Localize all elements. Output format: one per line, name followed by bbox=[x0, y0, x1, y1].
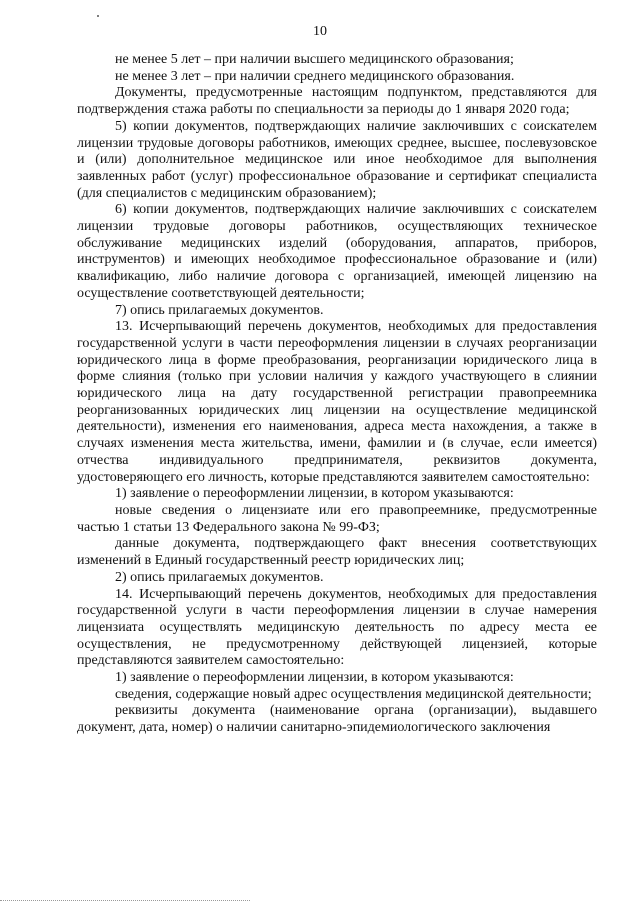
footer-rule bbox=[0, 900, 250, 901]
paragraph: сведения, содержащие новый адрес осуществления медицинской деятельности; bbox=[115, 686, 592, 702]
paragraph: не менее 3 лет – при наличии среднего медицинского образования. bbox=[115, 68, 515, 84]
paragraph: 7) опись прилагаемых документов. bbox=[115, 302, 324, 318]
paragraph: 2) опись прилагаемых документов. bbox=[115, 569, 324, 585]
paragraph: Документы, предусмотренные настоящим подпунктом, представляются для подтверждения стажа работы по специальности за периоды до 1 января 2020 года; bbox=[77, 85, 597, 118]
scan-speck bbox=[97, 15, 99, 17]
paragraph: 14. Исчерпывающий перечень документов, необходимых для предоставления государственной услуги в части переоформления лицензии в случае намерения лицензиата осуществлять медицинскую деятельность по адресу места ее осуществления, не предусмотренному действующей лицензией, которые представляются заявителем самостоятельно: bbox=[77, 586, 597, 669]
paragraph: 1) заявление о переоформлении лицензии, в котором указываются: bbox=[115, 486, 514, 502]
paragraph: 6) копии документов, подтверждающих наличие заключивших с соискателем лицензии трудовые договоры работников, осуществляющих техническое обслуживание медицинских изделий (оборудования, аппаратов, приборов, инструментов) и имеющих необходимое профессиональное образование и (или) квалификацию, либо наличие договора с организацией, имеющей лицензию на осуществление соответствующей деятельности; bbox=[77, 202, 597, 301]
paragraph: не менее 5 лет – при наличии высшего медицинского образования; bbox=[115, 52, 514, 67]
paragraph: новые сведения о лицензиате или его правопреемнике, предусмотренные частью 1 статьи 13 Федерального закона № 99-ФЗ; bbox=[77, 502, 597, 535]
paragraph: 13. Исчерпывающий перечень документов, необходимых для предоставления государственной услуги в части переоформления лицензии в случаях реорганизации юридического лица в форме преобразования, реорганизации юридического лица в форме слияния (только при условии наличия у каждого участвующего в слиянии юридического лица на дату государственной регистрации правопреемника реорганизованных юридических лиц лицензии на осуществление медицинской деятельности), изменения его наименования, адреса места нахождения, а также в случаях изменения места жительства, имени, фамилии и (в случае, если имеется) отчества индивидуального предпринимателя, реквизитов документа, удостоверяющего его личность, которые представляются заявителем самостоятельно: bbox=[77, 319, 597, 485]
paragraph: 5) копии документов, подтверждающих наличие заключивших с соискателем лицензии трудовые договоры работников, имеющих среднее, высшее, послевузовское и (или) дополнительное медицинское или иное необходимое для выполнения заявленных работ (услуг) профессиональное образование и сертификат специалиста (для специалистов с медицинским образованием); bbox=[77, 118, 597, 201]
page-number: 10 bbox=[313, 24, 327, 39]
paragraph: данные документа, подтверждающего факт внесения соответствующих изменений в Единый государственный реестр юридических лиц; bbox=[77, 536, 597, 569]
paragraph: 1) заявление о переоформлении лицензии, в котором указываются: bbox=[115, 670, 514, 686]
body-text bbox=[77, 52, 597, 737]
paragraph: реквизиты документа (наименование органа (организации), выдавшего документ, дата, номер) о наличии санитарно-эпидемиологического заключения bbox=[77, 703, 597, 736]
